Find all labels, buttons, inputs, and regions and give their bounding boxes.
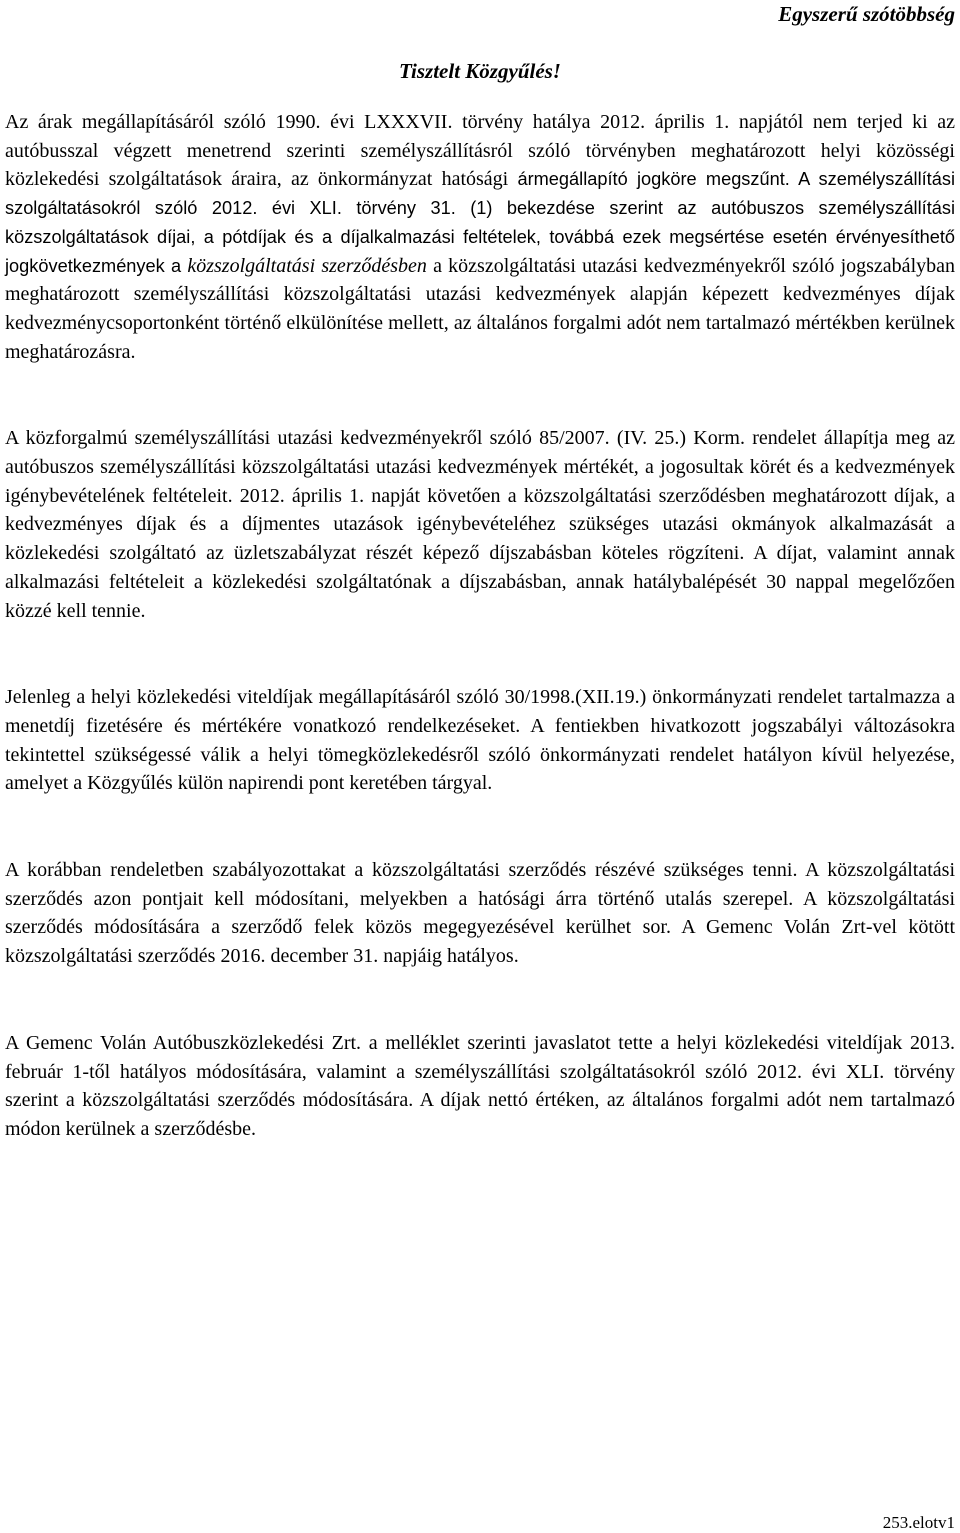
paragraph-4: A korábban rendeletben szabályozottakat a közszolgáltatási szerződés részévé szükséges tenni. A közszolgáltatási szerződés azon pontjait kell módosítani, melyekben a hatósági árra történő utalás szerepel. A közszolgáltatási szerződés módosítására a szerződő felek közös megegyezésével kerülhet sor. A Gemenc Volán Zrt-vel kötött közszolgáltatási szerződés 2016. december 31. napjáig hatályos.	[5, 859, 955, 968]
salutation-heading: Tisztelt Közgyűlés!	[399, 59, 561, 83]
paragraph-2: A közforgalmú személyszállítási utazási kedvezményekről szóló 85/2007. (IV. 25.) Korm. rendelet állapítja meg az autóbuszos személyszállítási közszolgáltatási utazási kedvezmények mértékét, a jogosultak körét és a kedvezmények igénybevételének feltételeit. 2012. április 1. napját követően a közszolgáltatási szerződésben meghatározott díjak, a kedvezményes díjak és a díjmentes utazások igénybevételéhez szükséges utazási okmányok alkalmazását a közlekedési szolgáltató az üzletszabályzat részét képező díjszabásban köteles rögzíteni. A díjat, valamint annak alkalmazási feltételeit a közlekedési szolgáltatónak a díjszabásban, annak hatálybalépését 30 nappal megelőzően közzé kell tennie.	[5, 427, 955, 622]
document-body	[5, 108, 955, 1202]
paragraph-1	[5, 108, 955, 366]
paragraph-1-part-a: Az árak megállapításáról szóló 1990. évi LXXXVII. törvény hatálya 2012. április 1. napjától nem terjed ki az autóbusszal végzett menetrend szerinti személyszállításról szóló törvényben meghatározott helyi közösségi közlekedési szolgáltatások áraira, az önkormányzat hatósági	[5, 111, 955, 191]
document-page	[5, 0, 955, 1533]
footer-document-id: 253.elotv1	[882, 1513, 955, 1532]
paragraph-1-part-b: ármegállapító jogköre megszűnt. A személyszállítási szolgáltatásokról szóló 2012. évi XLI. törvény 31. (1) bekezdése szerint az autóbuszos személyszállítási közszolgáltatások díjai, a pótdíjak és a díjalkalmazási feltételek, továbbá ezek megsértése esetén érvényesíthető jogkövetkezmények a	[5, 169, 955, 276]
paragraph-5: A Gemenc Volán Autóbuszközlekedési Zrt. a melléklet szerinti javaslatot tette a helyi közlekedési viteldíjak 2013. február 1-től hatályos módosítására, valamint a személyszállítási szolgáltatásokról szóló 2012. évi XLI. törvény szerint a közszolgáltatási szerződés módosítására. A díjak nettó értéken, az általános forgalmi adót nem tartalmazó módon kerülnek a szerződésbe.	[5, 1031, 955, 1140]
paragraph-1-part-d: a közszolgáltatási utazási kedvezményekről szóló jogszabályban meghatározott személyszállítási közszolgáltatási utazási kedvezmények alapján képezett kedvezményes díjak kedvezménycsoportonként történő elkülönítése mellett, az általános forgalmi adót nem tartalmazó mértékben kerülnek meghatározásra.	[5, 254, 955, 363]
paragraph-3: Jelenleg a helyi közlekedési viteldíjak megállapításáról szóló 30/1998.(XII.19.) önkormányzati rendelet tartalmazza a menetdíj fizetésére és mértékére vonatkozó rendelkezéseket. A fentiekben hivatkozott jogszabályi változásokra tekintettel szükségessé válik a helyi tömegközlekedésről szóló önkormányzati rendelet hatályon kívül helyezése, amelyet a Közgyűlés külön napirendi pont keretében tárgyal.	[5, 686, 955, 795]
vote-type-label: Egyszerű szótöbbség	[778, 2, 955, 26]
paragraph-1-italic-term: közszolgáltatási szerződésben	[187, 254, 427, 277]
